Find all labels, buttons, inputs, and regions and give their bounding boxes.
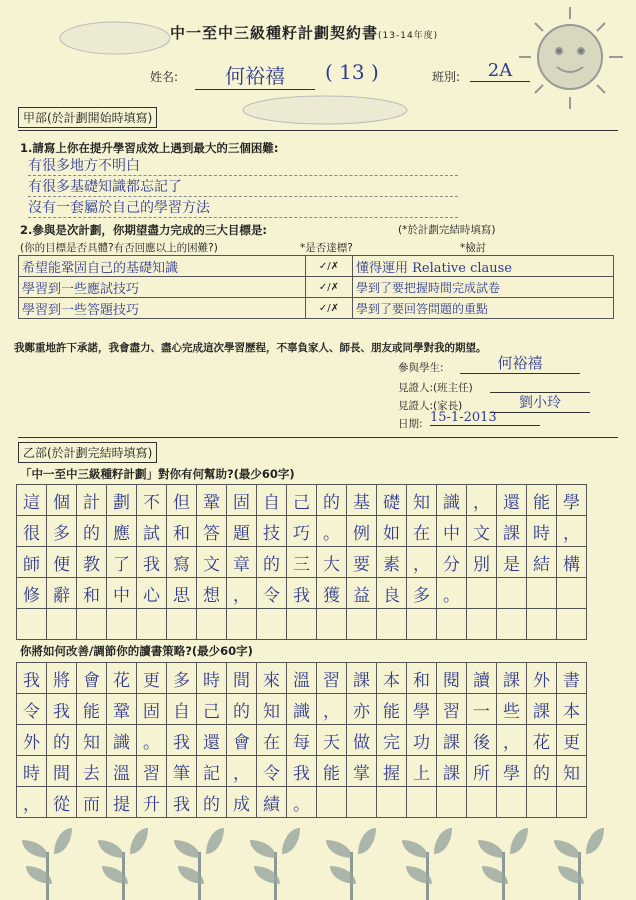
grid-cell[interactable]: 固 <box>137 694 167 725</box>
grid-cell[interactable]: 花 <box>107 663 137 694</box>
student-number[interactable]: ( 13 ) <box>325 60 379 84</box>
grid-cell[interactable]: 更 <box>557 725 587 756</box>
grid-cell[interactable]: 的 <box>257 547 287 578</box>
grid-cell[interactable]: 的 <box>527 756 557 787</box>
grid-cell[interactable]: 。 <box>317 516 347 547</box>
grid-cell[interactable]: 還 <box>497 485 527 516</box>
grid-cell[interactable]: 辭 <box>47 578 77 609</box>
grid-cell[interactable]: 知 <box>77 725 107 756</box>
question-3: 「中一至中三級種籽計劃」對你有何幫助?(最少60字) <box>20 467 295 481</box>
difficulty-list <box>28 155 458 218</box>
divider <box>18 437 618 438</box>
grid-cell[interactable]: 和 <box>77 578 107 609</box>
witness-parent-signature[interactable]: 劉小玲 <box>490 392 590 413</box>
leaf-drawing <box>174 840 200 858</box>
grid-cell[interactable]: 筆 <box>167 756 197 787</box>
grid-cell[interactable]: 令 <box>17 694 47 725</box>
grid-cell[interactable]: 學 <box>557 485 587 516</box>
grid-cell[interactable] <box>437 787 467 818</box>
grid-cell[interactable]: 構 <box>557 547 587 578</box>
grid-cell[interactable]: 的 <box>77 516 107 547</box>
leaf-drawing <box>98 840 124 858</box>
grid-cell[interactable]: 益 <box>347 578 377 609</box>
grid-cell[interactable]: 閱 <box>437 663 467 694</box>
leaf-drawing <box>282 828 300 854</box>
grid-cell[interactable]: 別 <box>467 547 497 578</box>
grid-cell[interactable] <box>17 609 47 640</box>
difficulty-item[interactable]: 沒有一套屬於自己的學習方法 <box>28 197 458 218</box>
achieved-header: *是否達標? <box>300 242 353 254</box>
name-field[interactable]: 何裕禧 <box>195 60 315 90</box>
grid-cell[interactable] <box>527 578 557 609</box>
leaf-drawing <box>130 828 148 854</box>
grid-cell[interactable]: 而 <box>77 787 107 818</box>
grid-cell[interactable]: 文 <box>197 547 227 578</box>
grid-cell[interactable]: 己 <box>287 485 317 516</box>
grid-cell[interactable]: 文 <box>467 516 497 547</box>
grid-cell[interactable]: 令 <box>257 578 287 609</box>
grid-cell[interactable]: 素 <box>377 547 407 578</box>
table-row <box>19 298 614 319</box>
grid-cell[interactable]: 知 <box>557 756 587 787</box>
review-header: *檢討 <box>460 242 487 254</box>
answer-grid-1[interactable] <box>16 484 587 640</box>
grid-cell[interactable]: 成 <box>227 787 257 818</box>
grid-cell[interactable]: 掌 <box>347 756 377 787</box>
grid-cell[interactable]: 我 <box>167 787 197 818</box>
grid-cell[interactable]: 識 <box>107 725 137 756</box>
grid-cell[interactable] <box>257 609 287 640</box>
grid-cell[interactable]: 便 <box>47 547 77 578</box>
goals-table <box>18 255 614 319</box>
grid-cell[interactable]: ， <box>497 725 527 756</box>
grid-cell[interactable] <box>467 787 497 818</box>
grid-cell[interactable]: 一 <box>467 694 497 725</box>
leaf-drawing <box>326 840 352 858</box>
grid-cell[interactable] <box>317 609 347 640</box>
form-title: 中一至中三級種籽計劃契約書(13-14年度) <box>170 24 439 42</box>
grid-cell[interactable]: 溫 <box>107 756 137 787</box>
grid-cell[interactable]: 例 <box>347 516 377 547</box>
grid-cell[interactable]: 花 <box>527 725 557 756</box>
grid-cell[interactable]: 亦 <box>347 694 377 725</box>
grid-cell[interactable] <box>467 609 497 640</box>
form-year: (13-14年度) <box>378 31 439 41</box>
grid-cell[interactable] <box>557 609 587 640</box>
grid-cell[interactable]: 三 <box>287 547 317 578</box>
grid-cell[interactable]: 礎 <box>377 485 407 516</box>
grid-cell[interactable]: 我 <box>167 725 197 756</box>
grid-cell[interactable]: 會 <box>227 725 257 756</box>
grid-cell[interactable]: 習 <box>137 756 167 787</box>
grid-cell[interactable]: 更 <box>137 663 167 694</box>
grid-cell[interactable]: 的 <box>197 787 227 818</box>
grid-cell[interactable]: 技 <box>257 516 287 547</box>
grid-cell[interactable] <box>467 578 497 609</box>
grid-cell[interactable]: 些 <box>497 694 527 725</box>
leaf-drawing <box>402 840 428 858</box>
question-4: 你將如何改善/調節你的讀書策略?(最少60字) <box>20 644 253 658</box>
grid-cell[interactable]: 還 <box>197 725 227 756</box>
grid-cell[interactable]: 書 <box>557 663 587 694</box>
date-label: 日期: <box>398 418 423 430</box>
grid-cell[interactable]: 識 <box>287 694 317 725</box>
grid-cell[interactable]: 修 <box>17 578 47 609</box>
grid-cell[interactable]: 課 <box>497 516 527 547</box>
grid-cell[interactable]: 要 <box>347 547 377 578</box>
grid-cell[interactable]: 的 <box>47 725 77 756</box>
grid-cell[interactable]: 識 <box>437 485 467 516</box>
grid-cell[interactable]: 課 <box>527 694 557 725</box>
grid-cell[interactable]: 自 <box>167 694 197 725</box>
grid-cell[interactable]: 章 <box>227 547 257 578</box>
grid-cell[interactable]: 能 <box>317 756 347 787</box>
grid-cell[interactable]: ， <box>557 516 587 547</box>
grid-cell[interactable]: 學 <box>497 756 527 787</box>
grid-cell[interactable] <box>407 787 437 818</box>
review-cell[interactable]: 學到了要回答問題的重點 <box>353 298 614 319</box>
date-field[interactable]: 15-1-2013 <box>430 410 540 426</box>
grid-cell[interactable]: 多 <box>167 663 197 694</box>
grid-cell[interactable]: 個 <box>47 485 77 516</box>
grid-cell[interactable]: 多 <box>407 578 437 609</box>
grid-cell[interactable]: 每 <box>287 725 317 756</box>
grid-cell[interactable] <box>317 787 347 818</box>
grid-cell[interactable]: ， <box>227 578 257 609</box>
leaf-drawing <box>22 840 48 858</box>
grid-cell[interactable]: 和 <box>167 516 197 547</box>
grid-cell[interactable]: 良 <box>377 578 407 609</box>
leaf-drawing <box>358 828 376 854</box>
grid-cell[interactable]: 後 <box>467 725 497 756</box>
grid-cell[interactable] <box>407 609 437 640</box>
grid-cell[interactable]: 知 <box>407 485 437 516</box>
grid-cell[interactable]: 不 <box>137 485 167 516</box>
grid-cell[interactable]: 讀 <box>467 663 497 694</box>
grid-cell[interactable]: 本 <box>377 663 407 694</box>
grid-cell[interactable]: ， <box>407 547 437 578</box>
grid-cell[interactable] <box>197 609 227 640</box>
grid-cell[interactable]: 題 <box>227 516 257 547</box>
grid-cell[interactable]: 天 <box>317 725 347 756</box>
grid-cell[interactable] <box>347 609 377 640</box>
leaf-drawing <box>54 828 72 854</box>
grid-cell[interactable]: 課 <box>437 725 467 756</box>
answer-grid-2[interactable] <box>16 662 587 818</box>
grid-cell[interactable]: 想 <box>197 578 227 609</box>
goal-cell[interactable]: 學習到一些應試技巧 <box>19 277 306 298</box>
grid-cell[interactable]: 是 <box>497 547 527 578</box>
grid-cell[interactable] <box>527 609 557 640</box>
grid-cell[interactable]: 能 <box>377 694 407 725</box>
grid-cell[interactable]: 將 <box>47 663 77 694</box>
grid-cell[interactable]: 試 <box>137 516 167 547</box>
grid-cell[interactable]: 記 <box>197 756 227 787</box>
grid-cell[interactable] <box>377 787 407 818</box>
grid-cell[interactable] <box>557 787 587 818</box>
grid-cell[interactable]: 握 <box>377 756 407 787</box>
grid-cell[interactable]: 提 <box>107 787 137 818</box>
grid-cell[interactable]: 去 <box>77 756 107 787</box>
grid-cell[interactable]: 答 <box>197 516 227 547</box>
grid-cell[interactable]: 基 <box>347 485 377 516</box>
achieved-check[interactable]: ✓/✗ <box>306 277 353 298</box>
grid-cell[interactable]: 獲 <box>317 578 347 609</box>
witness-parent-label: 見證人:(家長) <box>398 400 463 412</box>
grid-cell[interactable]: 溫 <box>287 663 317 694</box>
review-cell[interactable]: 懂得運用 Relative clause <box>353 256 614 277</box>
grid-cell[interactable]: 做 <box>347 725 377 756</box>
grid-cell[interactable]: 大 <box>317 547 347 578</box>
grid-cell[interactable]: 課 <box>347 663 377 694</box>
grid-cell[interactable]: 寫 <box>167 547 197 578</box>
grid-cell[interactable]: 鞏 <box>107 694 137 725</box>
grid-cell[interactable]: 知 <box>257 694 287 725</box>
grid-cell[interactable]: 習 <box>437 694 467 725</box>
grid-cell[interactable]: 。 <box>287 787 317 818</box>
question-2: 2.參與是次計劃，你期望盡力完成的三大目標是: <box>20 223 267 237</box>
grid-cell[interactable]: 但 <box>167 485 197 516</box>
grid-cell[interactable]: 上 <box>407 756 437 787</box>
grid-cell[interactable] <box>347 787 377 818</box>
grid-cell[interactable]: 中 <box>107 578 137 609</box>
grid-cell[interactable] <box>527 787 557 818</box>
grid-cell[interactable]: ， <box>227 756 257 787</box>
grid-cell[interactable]: 思 <box>167 578 197 609</box>
grid-cell[interactable] <box>287 609 317 640</box>
question-2-sub: (你的目標是否具體?有否回應以上的困難?) <box>20 242 218 254</box>
leaf-drawing <box>250 840 276 858</box>
grid-cell[interactable]: ， <box>317 694 347 725</box>
grid-cell[interactable]: 升 <box>137 787 167 818</box>
grid-cell[interactable]: 這 <box>17 485 47 516</box>
difficulty-item[interactable]: 有很多基礎知識都忘記了 <box>28 176 458 197</box>
grid-cell[interactable]: 應 <box>107 516 137 547</box>
grid-cell[interactable]: 在 <box>257 725 287 756</box>
grid-cell[interactable]: 和 <box>407 663 437 694</box>
grid-cell[interactable]: 外 <box>17 725 47 756</box>
grid-cell[interactable]: 令 <box>257 756 287 787</box>
grid-cell[interactable]: 分 <box>437 547 467 578</box>
grid-cell[interactable]: 多 <box>47 516 77 547</box>
grid-cell[interactable]: 習 <box>317 663 347 694</box>
witness-teacher-label: 見證人:(班主任) <box>398 382 473 394</box>
leaf-drawing <box>510 828 528 854</box>
grid-cell[interactable] <box>497 609 527 640</box>
leaf-drawing <box>206 828 224 854</box>
grid-cell[interactable]: 時 <box>527 516 557 547</box>
achieved-check[interactable]: ✓/✗ <box>306 256 353 277</box>
question-1: 1.請寫上你在提升學習成效上遇到最大的三個困難: <box>20 141 279 155</box>
leaf-drawing <box>434 828 452 854</box>
grid-cell[interactable]: 時 <box>17 756 47 787</box>
name-label: 姓名: <box>150 70 179 84</box>
grid-cell[interactable]: 完 <box>377 725 407 756</box>
leaf-drawing <box>554 840 580 858</box>
pledge-text: 我鄭重地許下承諾，我會盡力、盡心完成這次學習歷程，不辜負家人、師長、朋友或同學對我的期望。 <box>14 342 487 354</box>
grid-cell[interactable]: 間 <box>227 663 257 694</box>
grid-cell[interactable]: 學 <box>407 694 437 725</box>
grid-cell[interactable]: 師 <box>17 547 47 578</box>
grid-cell[interactable] <box>167 609 197 640</box>
grid-cell[interactable]: 心 <box>137 578 167 609</box>
grid-cell[interactable] <box>227 609 257 640</box>
grid-cell[interactable]: 所 <box>467 756 497 787</box>
grid-cell[interactable]: 我 <box>137 547 167 578</box>
grid-cell[interactable]: 計 <box>77 485 107 516</box>
goal-cell[interactable]: 學習到一些答題技巧 <box>19 298 306 319</box>
cloud-drawing <box>240 90 410 130</box>
grid-cell[interactable]: 間 <box>47 756 77 787</box>
grid-cell[interactable]: 能 <box>77 694 107 725</box>
grid-cell[interactable]: 我 <box>47 694 77 725</box>
difficulty-item[interactable]: 有很多地方不明白 <box>28 155 458 176</box>
class-field[interactable]: 2A <box>470 60 530 82</box>
grid-cell[interactable]: 結 <box>527 547 557 578</box>
grid-cell[interactable] <box>377 609 407 640</box>
table-row <box>19 277 614 298</box>
grid-cell[interactable]: 來 <box>257 663 287 694</box>
grid-cell[interactable]: 如 <box>377 516 407 547</box>
grid-cell[interactable] <box>137 609 167 640</box>
goal-cell[interactable]: 希望能鞏固自己的基礎知識 <box>19 256 306 277</box>
student-signature[interactable]: 何裕禧 <box>460 352 580 374</box>
grid-cell[interactable]: 己 <box>197 694 227 725</box>
grid-cell[interactable] <box>47 609 77 640</box>
achieved-check[interactable]: ✓/✗ <box>306 298 353 319</box>
divider <box>18 130 618 131</box>
grid-cell[interactable] <box>557 578 587 609</box>
grid-cell[interactable]: 我 <box>17 663 47 694</box>
grid-cell[interactable]: 很 <box>17 516 47 547</box>
grid-cell[interactable] <box>497 787 527 818</box>
section-b-heading: 乙部(於計劃完結時填寫) <box>18 442 157 463</box>
student-label: 參與學生: <box>398 362 444 374</box>
grid-cell[interactable]: 我 <box>287 578 317 609</box>
grid-cell[interactable] <box>497 578 527 609</box>
grid-cell[interactable]: 的 <box>227 694 257 725</box>
section-a-heading: 甲部(於計劃開始時填寫) <box>18 107 157 128</box>
grid-cell[interactable]: 鞏 <box>197 485 227 516</box>
grid-cell[interactable]: 的 <box>317 485 347 516</box>
grid-cell[interactable]: 在 <box>407 516 437 547</box>
grid-cell[interactable]: 時 <box>197 663 227 694</box>
leaf-drawing <box>478 840 504 858</box>
question-2-note: (*於計劃完結時填寫) <box>398 224 496 236</box>
grid-cell[interactable]: 績 <box>257 787 287 818</box>
grid-cell[interactable]: 課 <box>437 756 467 787</box>
grid-cell[interactable]: 了 <box>107 547 137 578</box>
grid-cell[interactable] <box>437 609 467 640</box>
grid-cell[interactable]: 自 <box>257 485 287 516</box>
grid-cell[interactable]: 固 <box>227 485 257 516</box>
grid-cell[interactable]: 外 <box>527 663 557 694</box>
grid-cell[interactable]: 巧 <box>287 516 317 547</box>
grid-cell[interactable]: 。 <box>437 578 467 609</box>
grid-cell[interactable]: 我 <box>287 756 317 787</box>
class-label: 班別: <box>432 70 461 84</box>
grid-cell[interactable]: 能 <box>527 485 557 516</box>
grid-cell[interactable]: 教 <box>77 547 107 578</box>
grid-cell[interactable]: 。 <box>137 725 167 756</box>
grid-cell[interactable]: 課 <box>497 663 527 694</box>
review-cell[interactable]: 學到了要把握時間完成試卷 <box>353 277 614 298</box>
grid-cell[interactable] <box>107 609 137 640</box>
grid-cell[interactable]: 中 <box>437 516 467 547</box>
grid-cell[interactable]: 劃 <box>107 485 137 516</box>
grid-cell[interactable] <box>77 609 107 640</box>
grid-cell[interactable]: 從 <box>47 787 77 818</box>
table-row <box>19 256 614 277</box>
cloud-drawing <box>55 10 175 60</box>
leaf-drawing <box>586 828 604 854</box>
grid-cell[interactable]: 功 <box>407 725 437 756</box>
grid-cell[interactable]: 會 <box>77 663 107 694</box>
grid-cell[interactable]: ， <box>467 485 497 516</box>
grid-cell[interactable]: 本 <box>557 694 587 725</box>
grid-cell[interactable]: ， <box>17 787 47 818</box>
